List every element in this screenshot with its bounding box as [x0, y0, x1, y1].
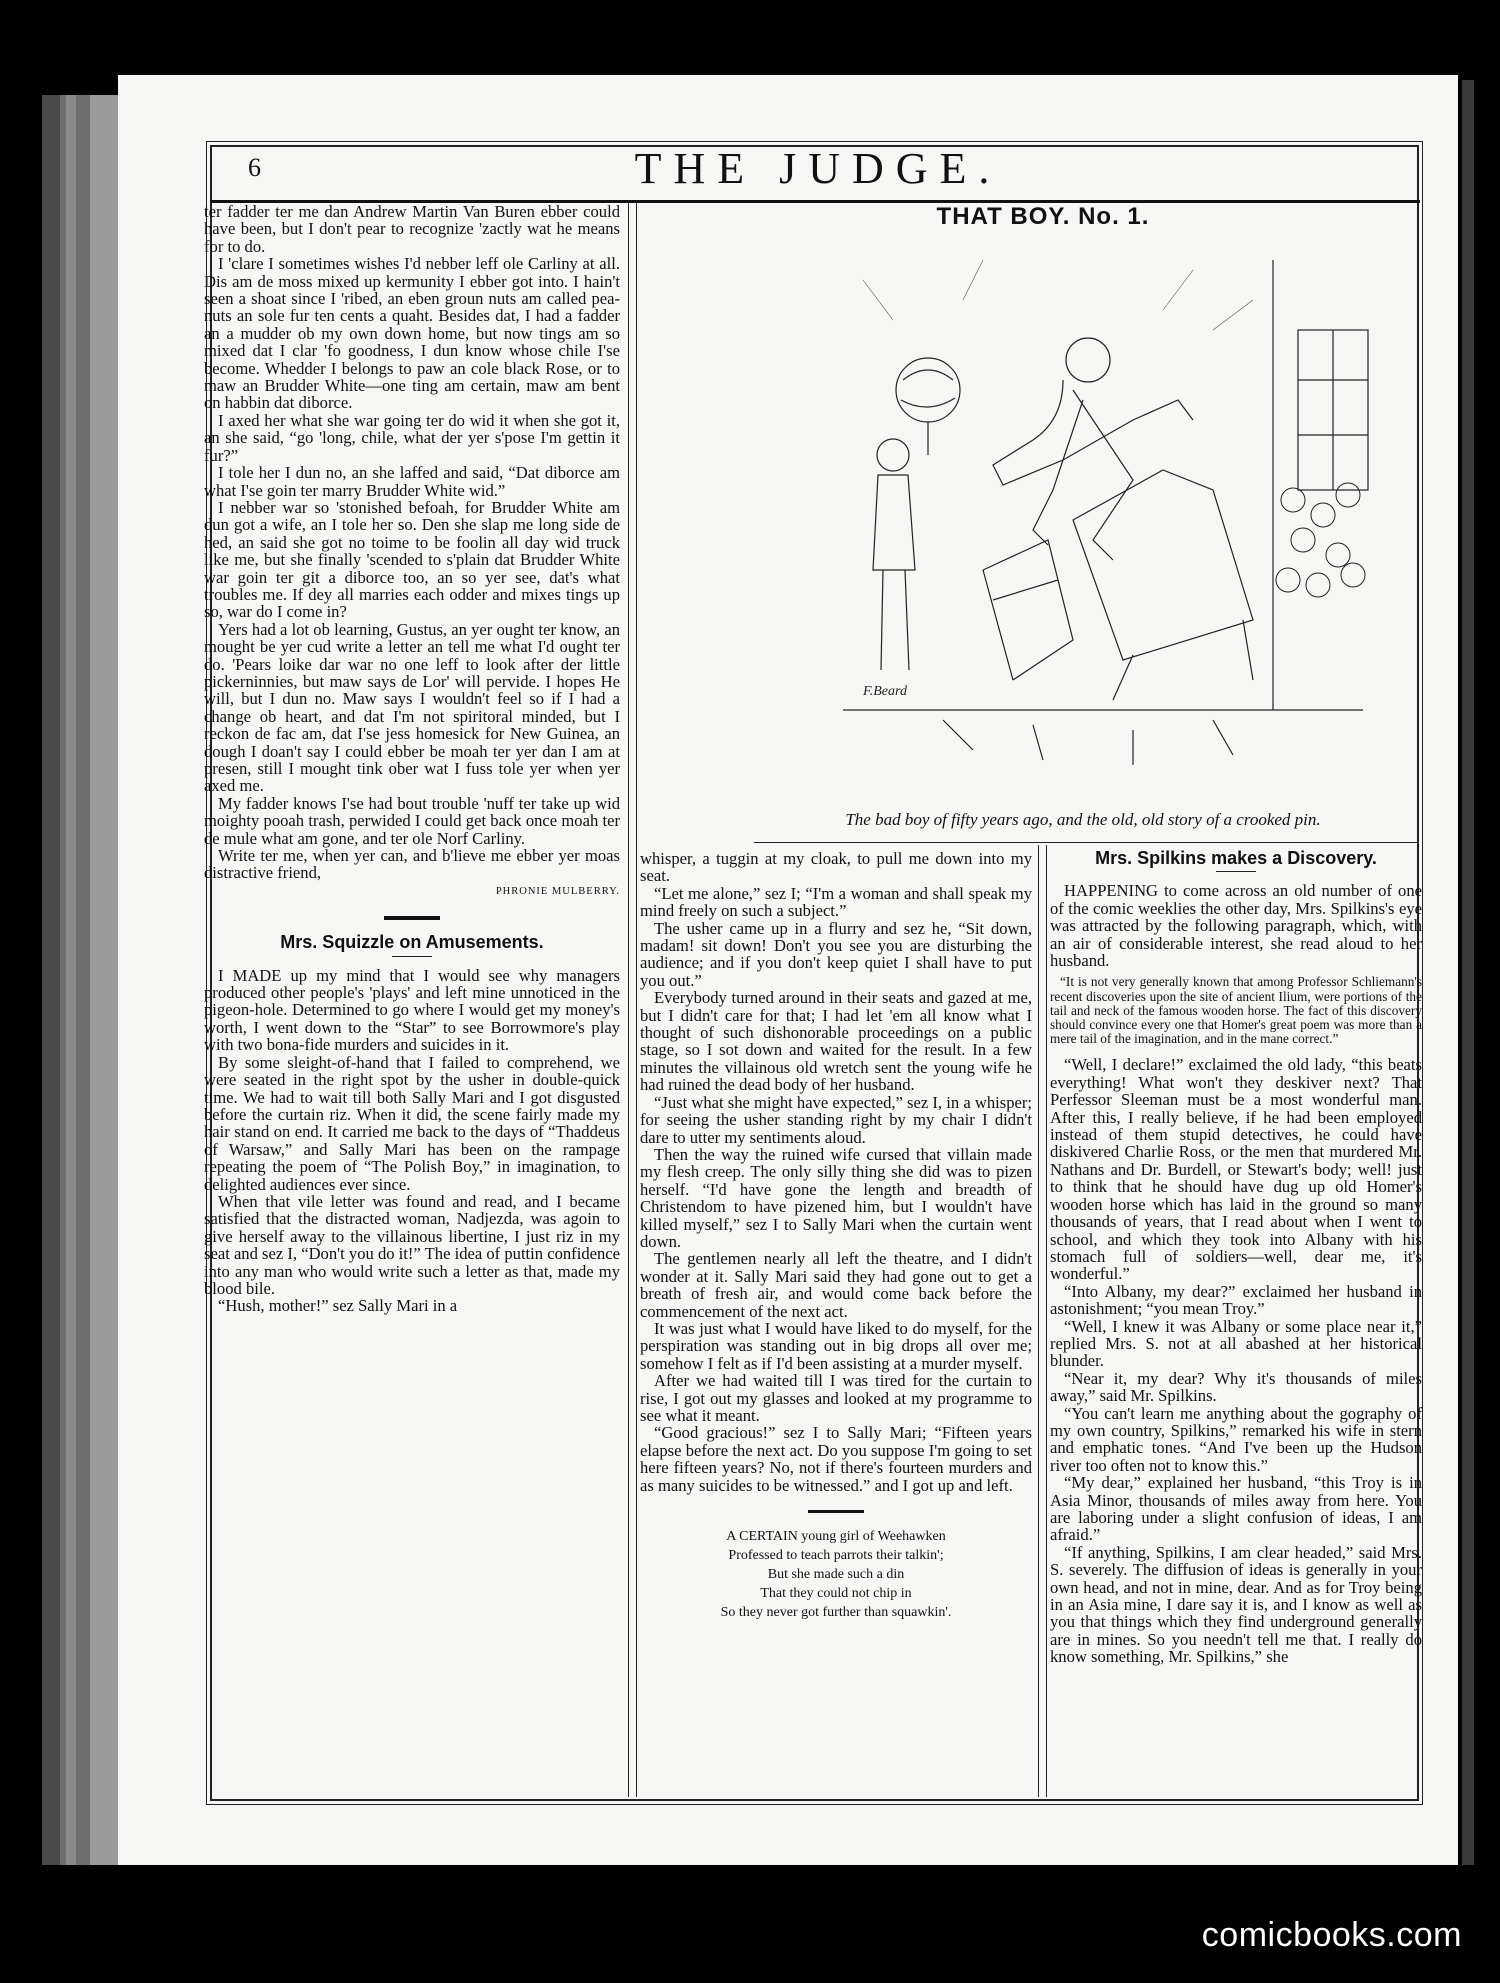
paragraph: I MADE up my mind that I would see why managers produced other people's 'plays' and left mine unnoticed in the pigeon-hole. Determined to go where I would get my money's worth, I went down to the “Star” to see Borrowmore's play with two bona-fide murders and suicides in it. — [204, 965, 620, 1055]
paragraph: The gentlemen nearly all left the theatre, and I didn't wonder at it. Sally Mari said they had gone out to get a breath of fresh air, and would come back before the commencement of the next act. — [640, 1249, 1032, 1321]
section-divider — [808, 1510, 864, 1513]
cartoon-illustration — [833, 240, 1373, 790]
page-number: 6 — [248, 153, 261, 182]
letter-text — [204, 203, 620, 882]
next-page-edge — [1462, 80, 1474, 1865]
spilkins-quote: “It is not very generally known that among Professor Schliemann's recent discoveries upon the site of ancient Ilium, were portions of the tail and neck of the famous wooden horse. The fact of this discovery should convince every one that Homer's great poem was more than a mere tail of the imagination, and in the mane correct.” — [1050, 974, 1422, 1047]
cartoon-title: THAT BOY. No. 1. — [936, 203, 1150, 230]
poem-line: So they never got further than squawkin'. — [720, 1605, 952, 1621]
paragraph: It was just what I would have liked to do myself, for the perspiration was standing out in big drops all over me; somehow I felt as if I'd been assisting at a murder myself. — [640, 1318, 1032, 1373]
section-title-spilkins: Mrs. Spilkins makes a Discovery. — [1095, 848, 1377, 868]
poem-line: That they could not chip in — [760, 1586, 912, 1602]
column-1 — [204, 203, 620, 1315]
paragraph: I axed her what she war going ter do wid it when she got it, an she said, “go 'long, chile, what der yer s'pose I'm gettin it fur?” — [204, 410, 620, 465]
column-3 — [1050, 850, 1422, 1666]
column-rule-2 — [1038, 845, 1039, 1797]
section-title-squizzle: Mrs. Squizzle on Amusements. — [280, 932, 544, 953]
paragraph: “Hush, mother!” sez Sally Mari in a — [218, 1296, 458, 1316]
paragraph: Write ter me, when yer can, and b'lieve me ebber yer moas distractive friend, — [204, 846, 620, 883]
paragraph: “My dear,” explained her husband, “this Troy is in Asia Minor, thousands of miles away from here. You are laboring under a slight confusion of ideas, I am afraid.” — [1050, 1473, 1422, 1545]
paragraph: By some sleight-of-hand that I failed to comprehend, we were seated in the right spot by the usher in double-quick time. We had to wait till both Sally Mari and I got disgusted before the curtain riz. When it did, the scene fairly made my hair stand on end. It carried me back to the days of “Thaddeus of Warsaw,” and Sally Mari has been on the rampage repeating the poem of “The Polish Boy,” in imagination, to delighted audiences ever since. — [204, 1052, 620, 1194]
column-2 — [640, 850, 1032, 1622]
poem-line: A CERTAIN young girl of Weehawken — [726, 1529, 946, 1545]
paragraph: When that vile letter was found and read, and I became satisfied that the distracted woman, Nadjezda, was agoin to give herself away to the villainous libertine, I just riz in my seat and sez I, “Don't you do it!” The idea of puttin confidence into any man who would write such a letter as that, made my blood bile. — [204, 1191, 621, 1298]
paragraph: I tole her I dun no, an she laffed and said, “Dat diborce am what I'se goin ter marry Brudder White wid.” — [204, 463, 620, 500]
paragraph: “Let me alone,” sez I; “I'm a woman and shall speak my mind freely on such a subject.” — [640, 883, 1032, 921]
cartoon-signature: F.Beard — [863, 684, 907, 699]
paragraph: “You can't learn me anything about the gography of my own country, Spilkins,” remarked his wife in stern and emphatic tones. “And I've been up the Hudson river too often not to know this.” — [1050, 1403, 1422, 1475]
paragraph: My fadder knows I'se had bout trouble 'nuff ter take up wid moighty pooah trash, perwided I could get back once moah ter de mule what am gone, and ter ole Norf Carliny. — [204, 793, 620, 848]
watermark: comicbooks.com — [1201, 1916, 1462, 1954]
section-divider — [384, 916, 440, 920]
cartoon-caption: The bad boy of fifty years ago, and the old, old story of a crooked pin. — [845, 810, 1321, 829]
letter-signature: PHRONIE MULBERRY. — [495, 885, 620, 897]
spilkins-article-text — [1050, 1056, 1422, 1665]
squizzle-article-continued — [640, 850, 1032, 1494]
paragraph: Then the way the ruined wife cursed that villain made my flesh creep. The only silly thing she did was to pizen herself. “I'd have gone the length and breadth of Christendom to have pizened him, but I wouldn't have killed myself,” sez I to Sally Mari when the curtain went down. — [640, 1144, 1032, 1251]
masthead: THE JUDGE. — [634, 144, 1002, 193]
column-rule-1 — [628, 202, 629, 1797]
book-binding — [42, 95, 120, 1865]
paragraph: I 'clare I sometimes wishes I'd nebber leff ole Carliny at all. Dis am de moss mixed up kermunity I ebber got into. I hain't seen a shoat since I 'ribed, an eben groun nuts am called pea-nuts an sole fur ten cents a quaht. Besides dat, I had a fadder an a mudder ob my own down home, but now tings am so mixed dat I clar 'fo goodness, I dun know whose chile I'se become. Whedder I belongs to paw an cole black Rose, or to maw an Brudder White—one ting am certain, maw am bent on habbin dat diborce. — [204, 254, 620, 413]
paragraph: “Just what she might have expected,” sez I, in a whisper; for seeing the usher standing right by my chair I didn't dare to utter my sentiments aloud. — [640, 1092, 1032, 1147]
paragraph: I nebber war so 'stonished befoah, for Brudder White am dun got a wife, an I tole her so. Den she slap me long side de hed, an said she got no toime to be foolin all day wid truck like me, but she finally 'scended to s'plain dat Brudder White war goin ter git a diborce too, an so yer see, dat's what troubles me. If dey all marries each odder and mixes tings up so, war do I come in? — [204, 497, 620, 622]
paragraph: “Into Albany, my dear?” exclaimed her husband in astonishment; “you mean Troy.” — [1050, 1281, 1422, 1319]
paragraph: Everybody turned around in their seats and gazed at me, but I didn't care for that; I had let 'em all know what I thought of such dishonorable proceedings on a public stage, so I sot down and waited for the result. In a few minutes the villainous old wretch sent the young wife he had ruined the dead body of her husband. — [640, 988, 1032, 1095]
poem-line: Professed to teach parrots their talkin'; — [728, 1548, 944, 1564]
poem-line: But she made such a din — [767, 1567, 905, 1583]
paragraph: “If anything, Spilkins, I am clear headed,” said Mrs. S. severely. The diffusion of ideas is generally in your own head, and not in mine, dear. And as for Troy being in an Asia mine, I dare say it is, and I know as well as you that things which they find underground generally are in mines. So you needn't tell me that. I really do know something, Mr. Spilkins,” she — [1050, 1542, 1422, 1667]
paragraph: Yers had a lot ob learning, Gustus, an yer ought ter know, an mought be yer cud write a letter an tell me what I'd ought ter do. 'Pears loike dar war no one leff to look after der little pickerninnies, but maw says de Lor' will pervide. I hopes He will, but I dun no. Maw says I wouldn't feel so if I had a change ob heart, and dat I'm not spiritoral minded, but I reckon de fac am, dat I'se jess homesick for New Guinea, an dough I doan't say I could ebber be moah ter yer dan I am at presen, still I mought tink ober wat I fuss tole yer when yer axed me. — [204, 619, 620, 796]
paragraph: After we had waited till I was tired for the curtain to rise, I got out my glasses and looked at my programme to see what it meant. — [640, 1371, 1032, 1425]
paragraph: whisper, a tuggin at my cloak, to pull me down into my seat. — [640, 849, 1032, 886]
paragraph: “Near it, my dear? Why it's thousands of miles away,” said Mr. Spilkins. — [1050, 1368, 1422, 1406]
spilkins-intro: HAPPENING to come across an old number of one of the comic weeklies the other day, Mrs. Spilkins's eye was attracted by the following paragraph, which, with an air of considerable interest, she read aloud to her husband. — [1050, 881, 1422, 971]
paragraph: The usher came up in a flurry and sez he, “Sit down, madam! sit down! Don't you see you are disturbing the audience; and if you don't keep quiet I shall have to put you out.” — [640, 918, 1032, 990]
paragraph: “Well, I knew it was Albany or some place near it,” replied Mrs. S. not at all abashed at her historical blunder. — [1050, 1316, 1422, 1371]
limerick-poem — [640, 1527, 1032, 1622]
paragraph: “Good gracious!” sez I to Sally Mari; “Fifteen years elapse before the next act. Do you suppose I'm going to set here fifteen years? No, not if there's fourteen murders and as many suicides to be witnessed.” and I got up and left. — [640, 1423, 1032, 1495]
magazine-page — [118, 75, 1458, 1865]
squizzle-article-text — [204, 967, 620, 1315]
paragraph: ter fadder ter me dan Andrew Martin Van Buren ebber could have been, but I don't pear to recognize 'zactly wat he means for to do. — [204, 202, 620, 256]
paragraph: “Well, I declare!” exclaimed the old lady, “this beats everything! What won't they deskiver next? That Perfessor Sleeman must be a most wonderful man. After this, I really believe, if he had been employed instead of them stupid detectives, he could have diskivered Charlie Ross, or the men that murdered Mr. Nathans and Dr. Burdell, or Stewart's body; well! just to think that he should have dug up old Homer's wooden horse which has laid in the ground so many thousands of years, that I read about when I went to school, and which they took into Albany with his stomach full of soldiers—well, dear me, it's wonderful.” — [1050, 1055, 1422, 1284]
